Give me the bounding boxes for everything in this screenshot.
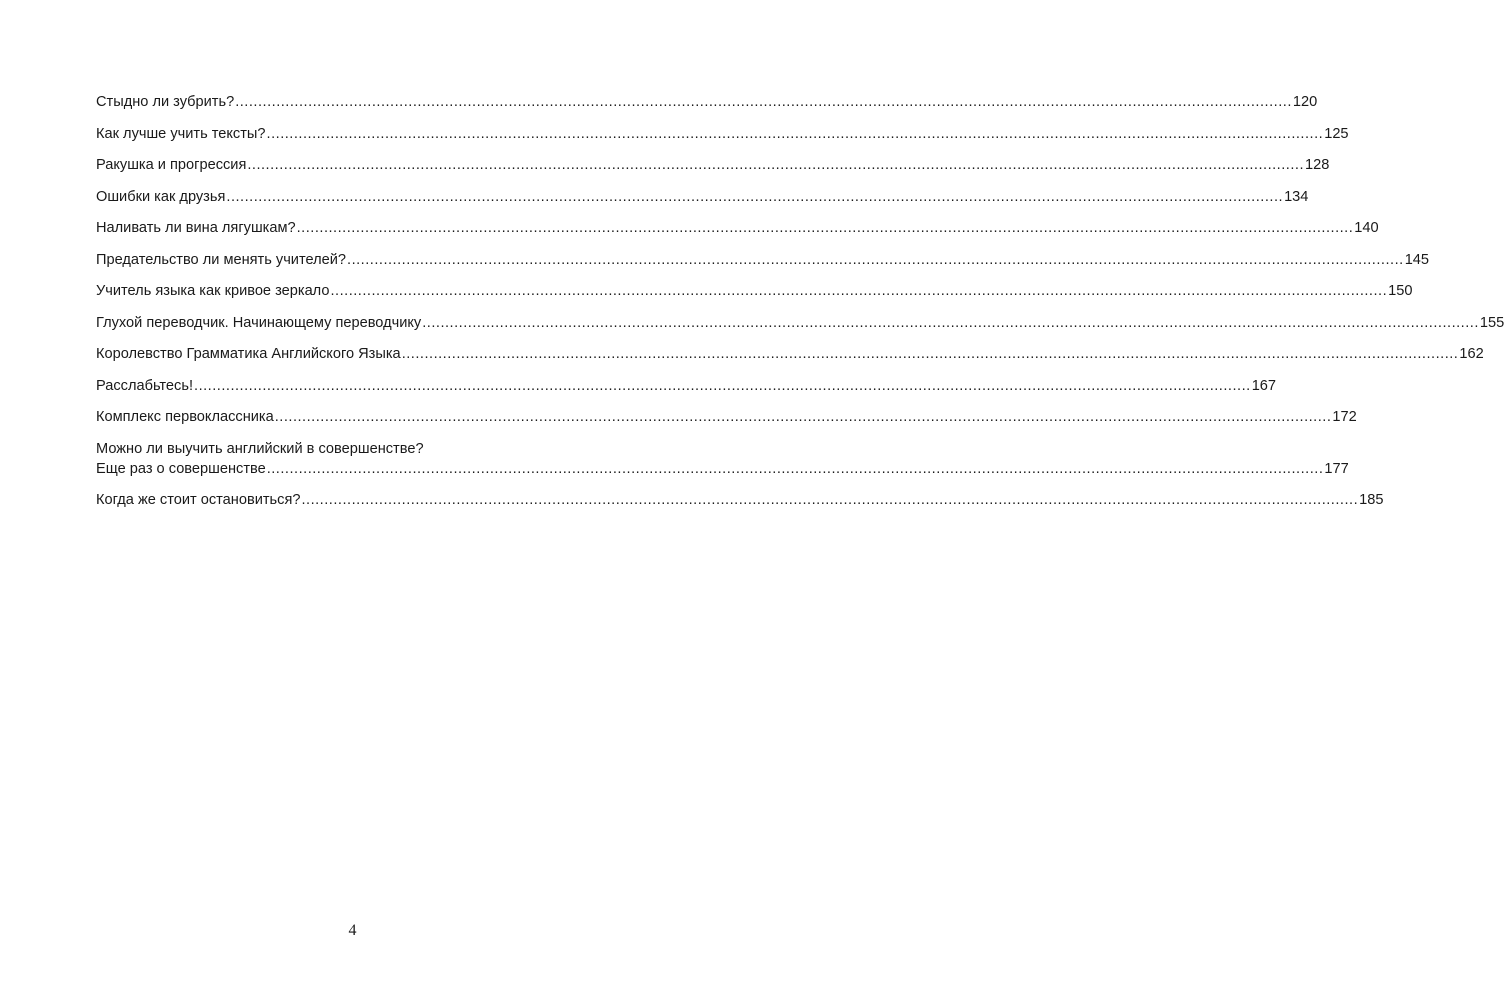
toc-dot-leader bbox=[297, 218, 1354, 238]
toc-entry-title: Учитель языка как кривое зеркало bbox=[96, 283, 330, 299]
toc-entry-page: 162 bbox=[1459, 346, 1484, 362]
toc-entry bbox=[96, 124, 1349, 144]
toc-entry bbox=[96, 376, 1277, 396]
toc-line bbox=[96, 250, 1430, 270]
toc-entry bbox=[96, 155, 1330, 175]
toc-entry-page: 185 bbox=[1359, 492, 1384, 508]
toc-line bbox=[96, 459, 1349, 479]
toc-entry-title: Еще раз о совершенстве bbox=[96, 460, 266, 477]
toc-entry-title: Глухой переводчик. Начинающему переводчику bbox=[96, 314, 422, 331]
toc-entry bbox=[96, 407, 1357, 427]
toc-dot-leader bbox=[330, 281, 1387, 301]
toc-line bbox=[96, 313, 1504, 333]
toc-entry-page: 150 bbox=[1388, 283, 1413, 299]
toc-line bbox=[96, 124, 1349, 144]
toc-entry bbox=[96, 490, 1384, 510]
toc-entry-page: 145 bbox=[1404, 251, 1430, 268]
toc-dot-leader bbox=[402, 344, 1459, 364]
toc-entry-title: Королевство Грамматика Английского Языка bbox=[96, 346, 401, 362]
toc-dot-leader bbox=[267, 459, 1324, 479]
toc-entry bbox=[96, 187, 1309, 207]
toc-entry-page: 134 bbox=[1284, 188, 1309, 205]
page-number: 4 bbox=[348, 922, 357, 939]
toc-entry bbox=[96, 92, 1318, 112]
toc-entry-page: 172 bbox=[1332, 409, 1357, 425]
toc-dot-leader bbox=[422, 313, 1479, 333]
toc-dot-leader bbox=[301, 490, 1358, 510]
toc-line bbox=[96, 155, 1330, 175]
toc-entry bbox=[96, 281, 1413, 301]
toc-entry bbox=[96, 250, 1430, 270]
toc-dot-leader bbox=[347, 250, 1404, 270]
toc-line bbox=[96, 376, 1277, 396]
table-of-contents bbox=[96, 92, 1504, 522]
toc-line bbox=[96, 281, 1413, 301]
toc-line bbox=[96, 92, 1318, 112]
toc-line bbox=[96, 407, 1357, 427]
toc-entry-title-line1: Можно ли выучить английский в совершенстве? bbox=[96, 440, 424, 457]
toc-entry-title: Ракушка и прогрессия bbox=[96, 157, 247, 173]
toc-dot-leader bbox=[194, 376, 1251, 396]
toc-entry bbox=[96, 439, 1349, 479]
toc-entry-page: 155 bbox=[1479, 314, 1504, 331]
toc-entry bbox=[96, 218, 1379, 238]
toc-line bbox=[96, 187, 1309, 207]
toc-dot-leader bbox=[275, 407, 1332, 427]
toc-line bbox=[96, 218, 1379, 238]
toc-entry bbox=[96, 313, 1504, 333]
toc-entry-page: 128 bbox=[1305, 157, 1330, 173]
toc-entry-title: Ошибки как друзья bbox=[96, 188, 226, 205]
toc-entry-title: Как лучше учить тексты? bbox=[96, 125, 266, 142]
toc-entry-page: 177 bbox=[1324, 460, 1349, 477]
toc-dot-leader bbox=[235, 92, 1292, 112]
toc-entry-title: Наливать ли вина лягушкам? bbox=[96, 220, 296, 236]
toc-dot-leader bbox=[247, 155, 1304, 175]
toc-entry-title: Когда же стоит остановиться? bbox=[96, 492, 301, 508]
toc-entry-title: Комплекс первоклассника bbox=[96, 409, 274, 425]
toc-entry bbox=[96, 344, 1484, 364]
toc-line bbox=[96, 490, 1384, 510]
toc-entry-page: 167 bbox=[1251, 377, 1277, 394]
toc-entry-title: Стыдно ли зубрить? bbox=[96, 94, 235, 110]
toc-dot-leader bbox=[226, 187, 1283, 207]
toc-entry-page: 125 bbox=[1324, 125, 1349, 142]
toc-line bbox=[96, 344, 1484, 364]
toc-dot-leader bbox=[267, 124, 1324, 144]
toc-entry-page: 140 bbox=[1354, 220, 1379, 236]
toc-entry-title: Расслабьтесь! bbox=[96, 377, 194, 394]
toc-entry-page: 120 bbox=[1292, 94, 1318, 110]
toc-entry-title: Предательство ли менять учителей? bbox=[96, 251, 347, 268]
